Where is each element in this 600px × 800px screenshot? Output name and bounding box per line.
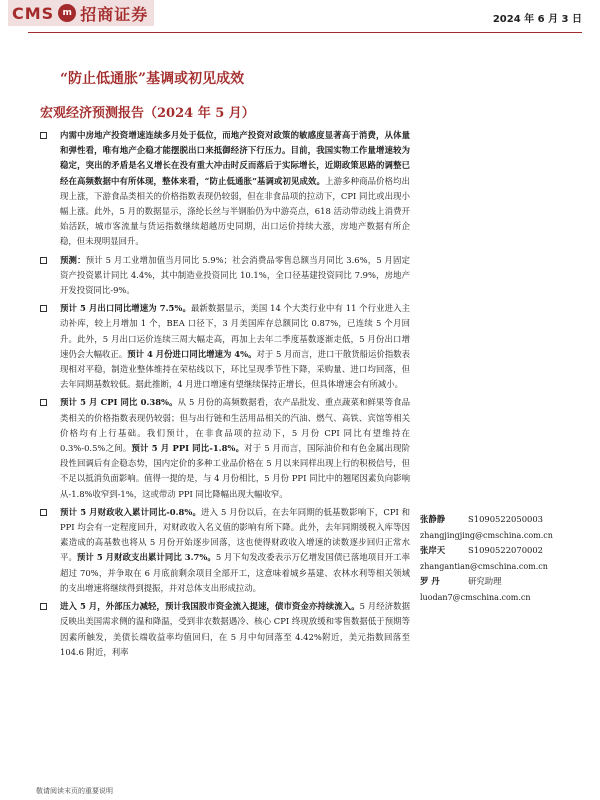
analyst-name: 张岸天 — [420, 545, 446, 556]
bullet-box-icon — [40, 603, 47, 610]
logo-company-name: 招商证券 — [80, 4, 149, 24]
analyst-row — [420, 574, 590, 590]
analyst-role: 研究助理 — [468, 576, 502, 587]
paragraph-bold: 预测： — [60, 254, 86, 265]
bullet-box-icon — [40, 257, 47, 264]
analyst-cert: S1090522050003 — [468, 514, 544, 524]
page-footer-note: 敬请阅读末页的重要说明 — [36, 787, 113, 795]
paragraph-bold: 预计 5 月 CPI 同比 0.38%。 — [60, 397, 178, 408]
bullet-box-icon — [40, 509, 47, 516]
paragraph-text-2: 对于 5 月而言，国际油价和有色金属出现阶段性回调后有企稳态势，国内定价的多种工业品价格在 5 月以来同样出现上行的积极信号，但不足以抵消负面影响。值得一提的是，与 4 月份相比，5 月份 PPI 同比中的翘尾因素负向影响从-1.8%收窄到-1%，这或带动 PPI 同比降幅出现大幅收窄。 — [60, 443, 410, 499]
paragraph-bold-2: 预计 5 月 PPI 同比-1.8%。 — [131, 443, 245, 454]
bullet-box-icon — [40, 132, 47, 139]
bullet-box-icon — [40, 399, 47, 406]
paragraph-bold-2: 预计 4 月份进口同比增速为 4%。 — [127, 348, 257, 359]
paragraph-capital-flows — [40, 599, 410, 660]
paragraph-overview — [40, 128, 410, 250]
paragraph-bold-2: 预计 5 月财政支出累计同比 3.7%。 — [76, 552, 216, 563]
paragraph-text: 进入 5 月份以后，在去年同期的低基数影响下，CPI 和 PPI 均会有一定程度回升，对财政收入名义值的影响有所下降。此外，去年同期缓税入库等因素造成的高基数也将从 5 月份开始逐步回落，这也使得财政收入增速的读数逐步回归正常水平。 — [60, 506, 410, 563]
analyst-email[interactable]: zhangantian@cmschina.com.cn — [420, 561, 548, 571]
analyst-email[interactable]: luodan7@cmschina.com.cn — [420, 592, 531, 602]
analyst-name: 罗 丹 — [420, 576, 440, 587]
header-divider — [28, 32, 582, 33]
report-title: “防止低通胀”基调或初见成效 — [60, 71, 245, 87]
analyst-cert: S1090522070002 — [468, 545, 544, 556]
paragraph-text-2: 对于 5 月而言，进口干散货船运价指数表现相对平稳，制造业整体维持在荣枯线以下，环比呈现季节性下降，采购量、进口均回落，但去年同期基数较低。据此推断，4 月进口增速有望继续保持正增长，但具体增速会有所减小。 — [60, 348, 410, 390]
cms-logo — [8, 0, 154, 26]
paragraph-fiscal — [40, 505, 410, 596]
bullet-box-icon — [40, 305, 47, 312]
paragraph-prices — [40, 395, 410, 501]
paragraph-text-2: 5 月下旬发改委表示万亿增发国债已落地项目开工率超过 70%，并争取在 6 月底前剩余项目全部开工，这意味着城乡基建、农林水利等相关领域的支出增速将继续得到提振，并对总体支出形成拉动。 — [60, 552, 410, 593]
report-body — [40, 128, 410, 780]
paragraph-bold: 预计 5 月出口同比增速为 7.5%。 — [60, 303, 191, 314]
paragraph-trade — [40, 301, 410, 392]
analyst-name: 张静静 — [420, 514, 446, 524]
paragraph-bold: 内需中房地产投资增速连续多月处于低位，而地产投资对政策的敏感度显著高于消费，从体量和弹性看，唯有地产企稳才能摆脱出口来抵御经济下行压力。目前，我国实物工作量增速较为稳定，突出的矛盾是名义增长在没有重大冲击时反而落后于实际增长，近期政策思路的调整已经在高频数据中有所体现，整体来看，“防止低通胀”基调或初见成效。 — [60, 130, 410, 186]
paragraph-bold: 进入 5 月，外部压力减轻，预计我国股市资金流入提速，债市资金亦持续流入。 — [60, 601, 360, 612]
paragraph-bold: 预计 5 月财政收入累计同比-0.8%。 — [60, 506, 202, 517]
analyst-row — [420, 512, 590, 528]
paragraph-text: 5 月经济数据反映出美国需求侧的温和降温，受到非农数据遇冷、核心 CPI 终现放缓和零售数据低于预期等因素所触发，美债长端收益率均值回归，在 5 月中旬回落至 4.42%附近，美元指数回落至 104.6 附近，利率 — [60, 601, 410, 657]
report-date: 2024 年 6 月 3 日 — [492, 14, 582, 25]
analyst-email[interactable]: zhangjingjing@cmschina.com.cn — [420, 530, 553, 540]
paragraph-text: 最新数据显示，美国 14 个大类行业中有 11 个行业进入主动补库，较上月增加 1 个，BEA 口径下，3 月美国库存总额同比 0.87%，已连续 5 个月回升。此外，5 月出口运价连续三周大幅走高，再加上去年二季度基数逐渐走低，5 月份出口增速仍会大幅收正。 — [60, 303, 410, 359]
paragraph-forecast — [40, 253, 410, 299]
analyst-sidebar — [420, 512, 590, 606]
logo-mark-icon: m — [58, 4, 76, 22]
paragraph-text: 预计 5 月工业增加值当月同比 5.9%；社会消费品零售总额当月同比 3.6%，5 月固定资产投资累计同比 4.4%，其中制造业投资同比 10.1%，全口径基建投资同比 7.9%，房地产开发投资同比-9%。 — [60, 254, 410, 296]
paragraph-text: 从 5 月份的高频数据看，农产品批发、重点蔬菜和鲜果等食品类相关的价格指数表现仍较弱；但与出行链和生活用品相关的汽油、燃气、高铁、宾馆等相关价格均有上行基础。我们预计，在非食品项的拉动下，5 月份 CPI 同比有望维持在 0.3%-0.5%之间。 — [60, 397, 410, 454]
analyst-row — [420, 543, 590, 559]
report-subtitle: 宏观经济预测报告（2024 年 5 月） — [40, 106, 255, 121]
paragraph-text: 上游多种商品价格均出现上涨，下游食品类相关的价格指数表现仍较弱，但在非食品项的拉动下，CPI 同比或出现小幅上涨。此外，5 月的数据显示，涤纶长丝与半钢胎仍为中游亮点，618 活动带动线上消费开始活跃，城市客流量与货运指数继续超越历史同期，出口运价持续大涨，房地产数据有所企稳，但未现明显回升。 — [60, 175, 410, 247]
logo-cms-text: CMS — [12, 3, 55, 23]
page-header — [0, 0, 600, 36]
